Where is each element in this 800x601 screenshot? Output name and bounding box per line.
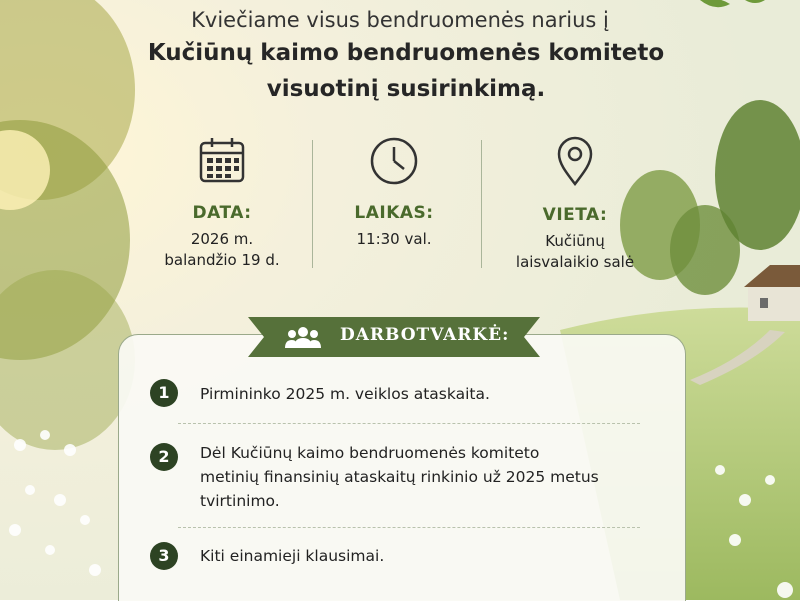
time-label: LAIKAS: [354,203,434,223]
time-value: 11:30 val. [356,230,432,248]
agenda-title: DARBOTVARKĖ: [340,325,510,345]
people-group-icon [284,324,322,350]
organization-name: Kučiūnų kaimo bendruomenės komiteto [147,40,665,66]
date-column [137,135,307,271]
item-separator [178,423,640,424]
item-separator [178,527,640,528]
place-label: VIETA: [542,205,608,225]
event-name: visuotinį susirinkimą. [266,76,546,102]
date-label: DATA: [192,203,252,223]
item-number-badge: 2 [150,443,178,471]
agenda-item: Kiti einamieji klausimai. [200,547,385,565]
item-number-badge: 3 [150,542,178,570]
invitation-line: Kviečiame visus bendruomenės narius į [191,8,609,32]
clock-icon [369,135,419,185]
divider [481,140,482,268]
item-number-badge: 1 [150,379,178,407]
date-value: 2026 m. balandžio 19 d. [164,230,280,269]
calendar-icon [198,135,246,185]
time-column [309,135,479,250]
location-pin-icon [555,135,595,187]
agenda-item: Pirmininko 2025 m. veiklos ataskaita. [200,385,490,403]
place-value: Kučiūnų laisvalaikio salė [515,232,635,271]
agenda-item: Dėl Kučiūnų kaimo bendruomenės komiteto metinių finansinių ataskaitų rinkinio už 2025 metus tvirtinimo. [200,444,599,510]
place-column [490,135,660,273]
